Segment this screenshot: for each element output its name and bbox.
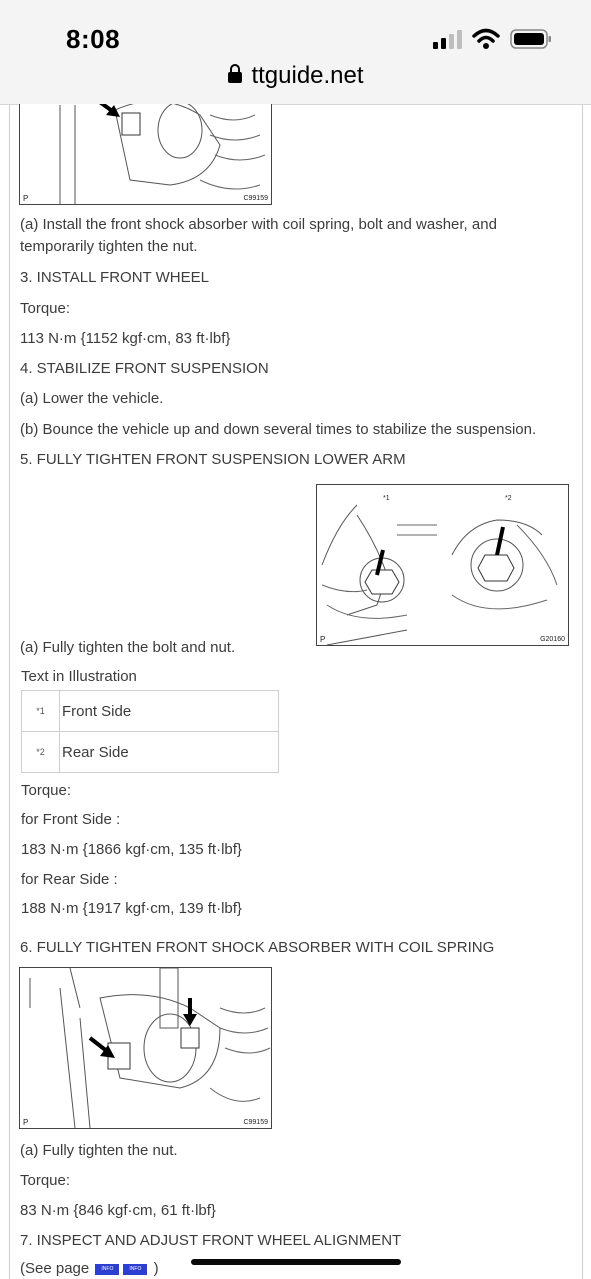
shock-absorber-illustration-2 (19, 967, 272, 1129)
rear-side-torque: 188 N·m {1917 kgf·cm, 139 ft·lbf} (21, 900, 242, 917)
text-in-illustration-heading: Text in Illustration (21, 668, 137, 685)
front-side-torque: 183 N·m {1866 kgf·cm, 135 ft·lbf} (21, 841, 242, 858)
figure-corner-letter: P (23, 194, 29, 203)
step6-title: 6. FULLY TIGHTEN FRONT SHOCK ABSORBER WITH COIL SPRING (20, 939, 495, 956)
step7-title: 7. INSPECT AND ADJUST FRONT WHEEL ALIGNMENT (20, 1232, 402, 1249)
figure-code: C99159 (243, 1119, 268, 1126)
table-key: *1 (22, 691, 60, 732)
illustration-text-table (21, 690, 279, 773)
figure-code: G20160 (540, 636, 565, 643)
step5a: (a) Fully tighten the bolt and nut. (20, 639, 236, 656)
table-row (22, 732, 279, 773)
address-bar[interactable] (0, 62, 591, 96)
step2a-line1: (a) Install the front shock absorber with coil spring, bolt and washer, and (20, 216, 497, 233)
step6-torque: 83 N·m {846 kgf·cm, 61 ft·lbf} (20, 1202, 216, 1219)
step3-title: 3. INSTALL FRONT WHEEL (20, 269, 209, 286)
step4a: (a) Lower the vehicle. (20, 390, 164, 407)
step4-title: 4. STABILIZE FRONT SUSPENSION (20, 360, 269, 377)
see-page-suffix: ) (153, 1260, 159, 1277)
step6a: (a) Fully tighten the nut. (20, 1142, 178, 1159)
info-link-button[interactable]: INFO (123, 1264, 147, 1275)
lower-arm-illustration (316, 484, 569, 646)
step3-torque-label: Torque: (20, 300, 71, 317)
info-link-button[interactable]: INFO (95, 1264, 119, 1275)
figure-corner-letter: P (320, 635, 326, 644)
see-page-prefix: (See page (20, 1260, 90, 1277)
step2a-line2: temporarily tighten the nut. (20, 238, 198, 255)
see-page-reference (20, 1260, 159, 1277)
status-time: 8:08 (66, 24, 121, 54)
figure-corner-letter: P (23, 1118, 29, 1127)
battery-icon (510, 29, 552, 49)
url-text: ttguide.net (251, 62, 364, 89)
cellular-signal-icon (432, 29, 464, 49)
home-indicator[interactable] (191, 1259, 401, 1265)
figure-code: C99159 (243, 195, 268, 202)
table-value: Rear Side (60, 732, 279, 773)
figure-label-2: *2 (505, 495, 512, 502)
lock-icon (227, 63, 243, 83)
step5-torque-label: Torque: (21, 782, 72, 799)
step6-torque-label: Torque: (20, 1172, 71, 1189)
browser-chrome (0, 0, 591, 105)
table-value: Front Side (60, 691, 279, 732)
shock-absorber-illustration-1 (19, 104, 272, 205)
step4b: (b) Bounce the vehicle up and down several times to stabilize the suspension. (20, 421, 537, 438)
step5-title: 5. FULLY TIGHTEN FRONT SUSPENSION LOWER ARM (20, 451, 406, 468)
front-side-label: for Front Side : (21, 811, 121, 828)
wifi-icon (472, 28, 500, 50)
table-row (22, 691, 279, 732)
rear-side-label: for Rear Side : (21, 871, 118, 888)
page-content (9, 104, 583, 1279)
step3-torque: 113 N·m {1152 kgf·cm, 83 ft·lbf} (20, 330, 231, 347)
figure-label-1: *1 (383, 495, 390, 502)
table-key: *2 (22, 732, 60, 773)
